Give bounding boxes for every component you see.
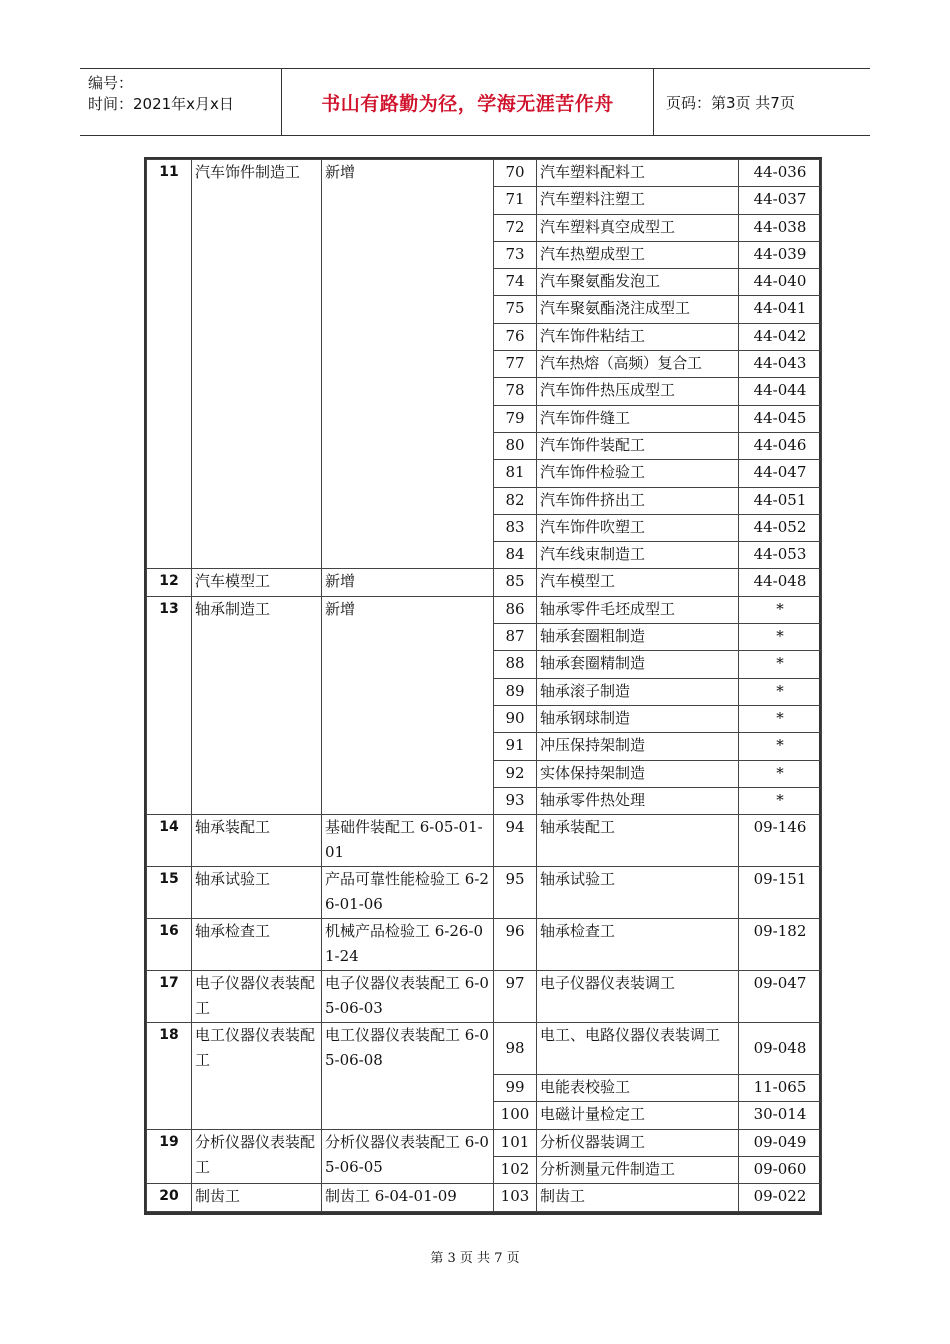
job-code: 44-043 <box>739 351 822 378</box>
job-code: 09-049 <box>739 1129 822 1156</box>
job-number: 99 <box>494 1075 537 1102</box>
job-code: * <box>739 787 822 814</box>
group-name: 轴承制造工 <box>192 596 322 814</box>
job-name: 轴承套圈精制造 <box>537 651 739 678</box>
job-number: 93 <box>494 787 537 814</box>
job-name: 电磁计量检定工 <box>537 1102 739 1129</box>
job-name: 轴承试验工 <box>537 867 739 919</box>
job-number: 94 <box>494 815 537 867</box>
job-code: 09-022 <box>739 1184 822 1211</box>
job-number: 73 <box>494 241 537 268</box>
job-number: 78 <box>494 378 537 405</box>
page-footer: 第 3 页 共 7 页 <box>430 1251 520 1266</box>
job-name: 汽车饰件缝工 <box>537 405 739 432</box>
job-code: * <box>739 760 822 787</box>
job-number: 71 <box>494 187 537 214</box>
group-id: 13 <box>147 596 192 814</box>
table-row <box>147 1184 822 1211</box>
job-number: 95 <box>494 867 537 919</box>
job-number: 98 <box>494 1023 537 1075</box>
job-code: 09-047 <box>739 971 822 1023</box>
job-name: 汽车热塑成型工 <box>537 241 739 268</box>
job-number: 92 <box>494 760 537 787</box>
job-number: 102 <box>494 1157 537 1184</box>
job-number: 85 <box>494 569 537 596</box>
group-id: 14 <box>147 815 192 867</box>
job-name: 汽车塑料真空成型工 <box>537 214 739 241</box>
group-name: 汽车饰件制造工 <box>192 160 322 569</box>
table-row <box>147 1023 822 1075</box>
group-name: 电子仪器仪表装配工 <box>192 971 322 1023</box>
job-number: 97 <box>494 971 537 1023</box>
group-name: 制齿工 <box>192 1184 322 1211</box>
group-name: 轴承试验工 <box>192 867 322 919</box>
job-name: 实体保持架制造 <box>537 760 739 787</box>
job-number: 79 <box>494 405 537 432</box>
job-name: 轴承装配工 <box>537 815 739 867</box>
job-code: 09-060 <box>739 1157 822 1184</box>
group-ref: 机械产品检验工 6-26-01-24 <box>322 919 494 971</box>
job-name: 汽车饰件粘结工 <box>537 323 739 350</box>
job-number: 89 <box>494 678 537 705</box>
job-code: 44-045 <box>739 405 822 432</box>
job-number: 76 <box>494 323 537 350</box>
job-name: 电工、电路仪器仪表装调工 <box>537 1023 739 1075</box>
header-meta <box>80 69 282 135</box>
job-name: 汽车饰件挤出工 <box>537 487 739 514</box>
job-code: 44-048 <box>739 569 822 596</box>
job-number: 82 <box>494 487 537 514</box>
group-id: 11 <box>147 160 192 569</box>
group-id: 18 <box>147 1023 192 1130</box>
job-number: 100 <box>494 1102 537 1129</box>
job-number: 90 <box>494 705 537 732</box>
job-code: 09-182 <box>739 919 822 971</box>
job-number: 75 <box>494 296 537 323</box>
job-code: 44-046 <box>739 432 822 459</box>
job-code: 44-037 <box>739 187 822 214</box>
job-code: 09-151 <box>739 867 822 919</box>
header-motto: 书山有路勤为径，学海无涯苦作舟 <box>282 69 654 135</box>
job-code: * <box>739 705 822 732</box>
job-number: 74 <box>494 269 537 296</box>
table-row <box>147 815 822 867</box>
job-code: 44-036 <box>739 160 822 187</box>
job-number: 103 <box>494 1184 537 1211</box>
group-ref: 制齿工 6-04-01-09 <box>322 1184 494 1211</box>
job-number: 84 <box>494 542 537 569</box>
group-name: 轴承装配工 <box>192 815 322 867</box>
group-name: 轴承检查工 <box>192 919 322 971</box>
job-name: 轴承检查工 <box>537 919 739 971</box>
job-code: 09-048 <box>739 1023 822 1075</box>
job-number: 88 <box>494 651 537 678</box>
job-number: 96 <box>494 919 537 971</box>
table-row <box>147 569 822 596</box>
job-name: 分析仪器装调工 <box>537 1129 739 1156</box>
job-number: 91 <box>494 733 537 760</box>
group-name: 汽车模型工 <box>192 569 322 596</box>
job-code: * <box>739 733 822 760</box>
job-name: 轴承滚子制造 <box>537 678 739 705</box>
group-ref: 新增 <box>322 160 494 569</box>
group-ref: 电子仪器仪表装配工 6-05-06-03 <box>322 971 494 1023</box>
group-id: 19 <box>147 1129 192 1184</box>
table-row <box>147 160 822 187</box>
table-row <box>147 919 822 971</box>
group-id: 16 <box>147 919 192 971</box>
job-code: 44-040 <box>739 269 822 296</box>
job-name: 冲压保持架制造 <box>537 733 739 760</box>
job-code: 09-146 <box>739 815 822 867</box>
group-id: 12 <box>147 569 192 596</box>
table-row <box>147 867 822 919</box>
job-code: 44-047 <box>739 460 822 487</box>
job-number: 87 <box>494 624 537 651</box>
job-name: 汽车聚氨酯发泡工 <box>537 269 739 296</box>
group-name: 分析仪器仪表装配工 <box>192 1129 322 1184</box>
job-name: 汽车饰件装配工 <box>537 432 739 459</box>
group-ref: 新增 <box>322 569 494 596</box>
table-row <box>147 971 822 1023</box>
job-code: 44-052 <box>739 514 822 541</box>
job-name: 汽车塑料配料工 <box>537 160 739 187</box>
job-code: 44-051 <box>739 487 822 514</box>
group-ref: 新增 <box>322 596 494 814</box>
table-row <box>147 1129 822 1156</box>
job-name: 汽车线束制造工 <box>537 542 739 569</box>
group-id: 20 <box>147 1184 192 1211</box>
time-label: 时间：2021年x月x日 <box>88 95 234 113</box>
job-code: 44-041 <box>739 296 822 323</box>
job-name: 汽车热熔（高频）复合工 <box>537 351 739 378</box>
group-ref: 产品可靠性能检验工 6-26-01-06 <box>322 867 494 919</box>
job-number: 70 <box>494 160 537 187</box>
job-code: * <box>739 678 822 705</box>
group-ref: 基础件装配工 6-05-01-01 <box>322 815 494 867</box>
job-code: * <box>739 596 822 623</box>
group-ref: 电工仪器仪表装配工 6-05-06-08 <box>322 1023 494 1130</box>
job-name: 轴承钢球制造 <box>537 705 739 732</box>
job-code: * <box>739 651 822 678</box>
job-code: 44-053 <box>739 542 822 569</box>
job-code: 11-065 <box>739 1075 822 1102</box>
job-name: 电子仪器仪表装调工 <box>537 971 739 1023</box>
table-row <box>147 596 822 623</box>
job-number: 83 <box>494 514 537 541</box>
job-number: 81 <box>494 460 537 487</box>
job-number: 101 <box>494 1129 537 1156</box>
job-code: * <box>739 624 822 651</box>
job-name: 轴承零件毛坯成型工 <box>537 596 739 623</box>
group-id: 17 <box>147 971 192 1023</box>
job-name: 分析测量元件制造工 <box>537 1157 739 1184</box>
job-name: 汽车模型工 <box>537 569 739 596</box>
job-name: 汽车聚氨酯浇注成型工 <box>537 296 739 323</box>
job-code: 44-042 <box>739 323 822 350</box>
job-number: 86 <box>494 596 537 623</box>
page-header <box>80 68 870 136</box>
job-name: 汽车饰件吹塑工 <box>537 514 739 541</box>
job-code: 44-039 <box>739 241 822 268</box>
occupation-table <box>144 157 822 1215</box>
job-code: 44-044 <box>739 378 822 405</box>
job-code: 30-014 <box>739 1102 822 1129</box>
job-number: 77 <box>494 351 537 378</box>
number-label: 编号： <box>88 74 134 92</box>
job-name: 汽车饰件检验工 <box>537 460 739 487</box>
group-id: 15 <box>147 867 192 919</box>
job-name: 汽车塑料注塑工 <box>537 187 739 214</box>
job-name: 制齿工 <box>537 1184 739 1211</box>
job-name: 电能表校验工 <box>537 1075 739 1102</box>
job-name: 轴承套圈粗制造 <box>537 624 739 651</box>
job-number: 80 <box>494 432 537 459</box>
header-page-label: 页码：第3页 共7页 <box>666 93 795 112</box>
job-name: 轴承零件热处理 <box>537 787 739 814</box>
job-code: 44-038 <box>739 214 822 241</box>
job-name: 汽车饰件热压成型工 <box>537 378 739 405</box>
group-ref: 分析仪器仪表装配工 6-05-06-05 <box>322 1129 494 1184</box>
job-number: 72 <box>494 214 537 241</box>
group-name: 电工仪器仪表装配工 <box>192 1023 322 1130</box>
